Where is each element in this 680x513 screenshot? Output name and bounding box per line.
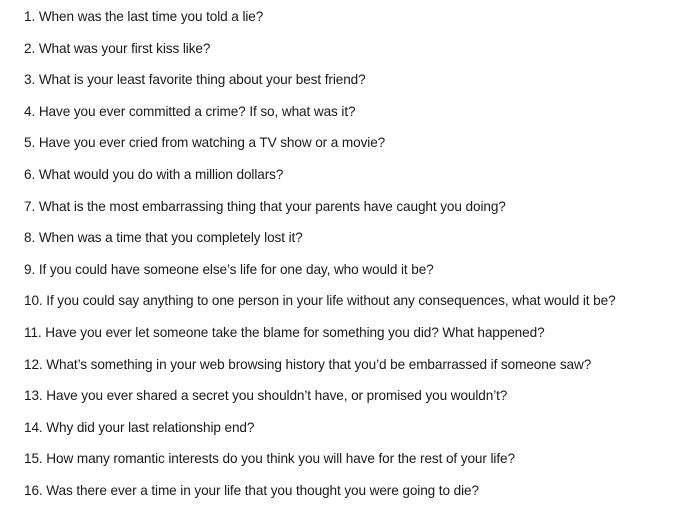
question-item: 11. Have you ever let someone take the blame for something you did? What happened?	[24, 324, 545, 340]
question-item: 2. What was your first kiss like?	[24, 40, 211, 56]
question-item: 5. Have you ever cried from watching a TV show or a movie?	[24, 135, 386, 151]
question-item: 8. When was a time that you completely lost it?	[24, 230, 303, 246]
question-list	[24, 7, 674, 513]
question-item: 9. If you could have someone else’s life for one day, who would it be?	[24, 261, 434, 277]
question-item: 12. What’s something in your web browsing history that you’d be embarrassed if someone saw?	[24, 356, 592, 372]
question-item: 7. What is the most embarrassing thing that your parents have caught you doing?	[24, 198, 506, 214]
question-item: 13. Have you ever shared a secret you shouldn’t have, or promised you wouldn’t?	[24, 388, 508, 404]
question-item: 4. Have you ever committed a crime? If so, what was it?	[24, 103, 356, 119]
question-item: 15. How many romantic interests do you think you will have for the rest of your life?	[24, 451, 515, 467]
question-item: 6. What would you do with a million dollars?	[24, 166, 284, 182]
question-item: 1. When was the last time you told a lie?	[24, 9, 264, 24]
question-item: 3. What is your least favorite thing about your best friend?	[24, 72, 366, 88]
question-item: 16. Was there ever a time in your life that you thought you were going to die?	[24, 482, 479, 498]
question-item: 10. If you could say anything to one person in your life without any consequences, what would it be?	[24, 293, 616, 309]
question-item: 14. Why did your last relationship end?	[24, 419, 255, 435]
